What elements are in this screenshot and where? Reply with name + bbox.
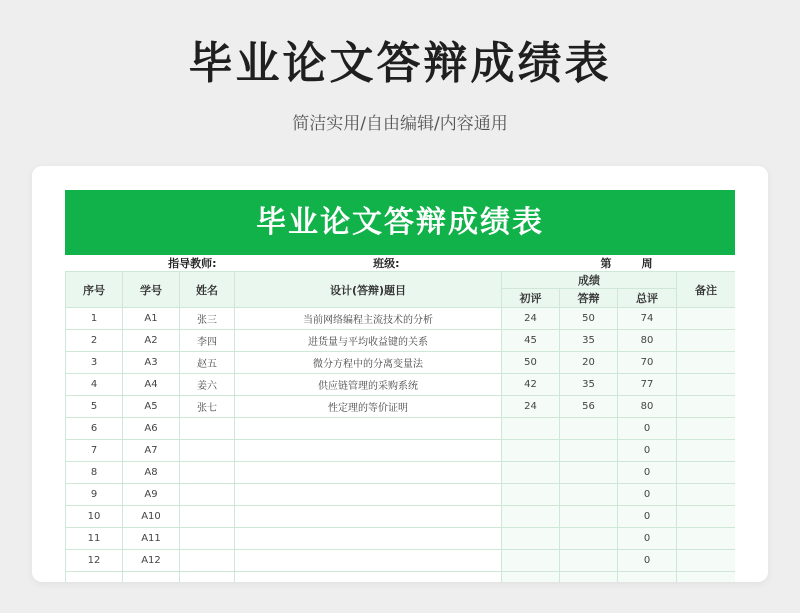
table-row [66, 418, 736, 440]
cell-topic[interactable] [235, 418, 502, 440]
page-title: 毕业论文答辩成绩表 [188, 38, 612, 89]
cell-name[interactable]: 张七 [180, 396, 235, 418]
header-initial: 初评 [502, 289, 560, 308]
cell-total[interactable]: 0 [618, 550, 677, 572]
cell-topic[interactable] [235, 440, 502, 462]
week-prefix: 第 [600, 257, 612, 270]
cell-name[interactable]: 赵五 [180, 352, 235, 374]
cell-index[interactable]: 2 [66, 330, 123, 352]
cell-initial[interactable]: 50 [502, 352, 560, 374]
cell-initial[interactable] [502, 484, 560, 506]
page-subtitle: 简洁实用/自由编辑/内容通用 [292, 114, 508, 134]
cell-defense[interactable]: 35 [560, 330, 618, 352]
cell-topic[interactable] [235, 528, 502, 550]
header-index: 序号 [66, 272, 123, 308]
cell-topic[interactable]: 进货量与平均收益键的关系 [235, 330, 502, 352]
cell-topic[interactable] [235, 506, 502, 528]
cell-defense[interactable] [560, 418, 618, 440]
cell-defense[interactable] [560, 484, 618, 506]
cell-remark[interactable] [677, 308, 735, 330]
cell-total[interactable]: 70 [618, 352, 677, 374]
spreadsheet [65, 190, 735, 582]
cell-topic[interactable]: 性定理的等价证明 [235, 396, 502, 418]
cell-total[interactable]: 0 [618, 418, 677, 440]
cell-initial[interactable]: 45 [502, 330, 560, 352]
cell-name[interactable] [180, 418, 235, 440]
cell-student-id[interactable]: A8 [123, 462, 180, 484]
table-row [66, 484, 736, 506]
cell-remark[interactable] [677, 330, 735, 352]
sheet-banner-title: 毕业论文答辩成绩表 [65, 190, 735, 255]
cell-remark[interactable] [677, 484, 735, 506]
cell-remark[interactable] [677, 572, 735, 583]
cell-index[interactable]: 11 [66, 528, 123, 550]
cell-total[interactable]: 0 [618, 462, 677, 484]
cell-student-id[interactable]: A6 [123, 418, 180, 440]
cell-topic[interactable]: 供应链管理的采购系统 [235, 374, 502, 396]
cell-defense[interactable]: 35 [560, 374, 618, 396]
cell-remark[interactable] [677, 528, 735, 550]
cell-topic[interactable] [235, 572, 502, 583]
cell-student-id[interactable]: A4 [123, 374, 180, 396]
cell-student-id[interactable]: A5 [123, 396, 180, 418]
cell-name[interactable] [180, 572, 235, 583]
class-label: 班级: [373, 257, 400, 270]
info-row [66, 255, 736, 272]
header-student-id: 学号 [123, 272, 180, 308]
score-table [65, 255, 735, 582]
table-row [66, 308, 736, 330]
cell-initial[interactable] [502, 550, 560, 572]
cell-initial[interactable] [502, 418, 560, 440]
cell-defense[interactable] [560, 528, 618, 550]
cell-remark[interactable] [677, 352, 735, 374]
cell-total[interactable]: 0 [618, 484, 677, 506]
cell-defense[interactable] [560, 506, 618, 528]
cell-student-id[interactable]: A11 [123, 528, 180, 550]
cell-index[interactable]: 10 [66, 506, 123, 528]
cell-topic[interactable] [235, 550, 502, 572]
cell-total[interactable]: 77 [618, 374, 677, 396]
cell-name[interactable] [180, 440, 235, 462]
cell-initial[interactable]: 24 [502, 396, 560, 418]
cell-remark[interactable] [677, 396, 735, 418]
cell-initial[interactable] [502, 506, 560, 528]
header-remark: 备注 [677, 272, 735, 308]
cell-initial[interactable]: 42 [502, 374, 560, 396]
cell-total[interactable]: 74 [618, 308, 677, 330]
cell-topic[interactable] [235, 462, 502, 484]
table-row [66, 374, 736, 396]
preview-card [32, 166, 768, 582]
advisor-label: 指导教师: [168, 257, 217, 270]
cell-total[interactable]: 0 [618, 506, 677, 528]
cell-topic[interactable]: 当前网络编程主流技术的分析 [235, 308, 502, 330]
cell-topic[interactable] [235, 484, 502, 506]
cell-total[interactable]: 0 [618, 440, 677, 462]
table-row [66, 462, 736, 484]
cell-defense[interactable] [560, 440, 618, 462]
table-row [66, 528, 736, 550]
cell-initial[interactable] [502, 462, 560, 484]
header-topic: 设计(答辩)题目 [235, 272, 502, 308]
cell-name[interactable]: 李四 [180, 330, 235, 352]
cell-defense[interactable] [560, 572, 618, 583]
cell-student-id[interactable]: A10 [123, 506, 180, 528]
cell-student-id[interactable]: A9 [123, 484, 180, 506]
cell-remark[interactable] [677, 418, 735, 440]
cell-student-id[interactable]: A3 [123, 352, 180, 374]
cell-name[interactable] [180, 484, 235, 506]
cell-index[interactable]: 5 [66, 396, 123, 418]
cell-total[interactable]: 0 [618, 528, 677, 550]
table-row [66, 396, 736, 418]
header-score-group: 成绩 [502, 272, 677, 289]
cell-index[interactable]: 7 [66, 440, 123, 462]
cell-defense[interactable]: 50 [560, 308, 618, 330]
cell-initial[interactable] [502, 440, 560, 462]
cell-index[interactable]: 9 [66, 484, 123, 506]
header-defense: 答辩 [560, 289, 618, 308]
cell-student-id[interactable] [123, 572, 180, 583]
cell-total[interactable]: 80 [618, 396, 677, 418]
cell-defense[interactable] [560, 462, 618, 484]
cell-index[interactable]: 4 [66, 374, 123, 396]
info-empty [677, 255, 735, 272]
cell-index[interactable] [66, 572, 123, 583]
cell-initial[interactable] [502, 572, 560, 583]
cell-remark[interactable] [677, 374, 735, 396]
cell-name[interactable] [180, 550, 235, 572]
cell-index[interactable]: 6 [66, 418, 123, 440]
table-row [66, 550, 736, 572]
cell-initial[interactable] [502, 528, 560, 550]
header-total: 总评 [618, 289, 677, 308]
cell-name[interactable]: 姜六 [180, 374, 235, 396]
cell-index[interactable]: 8 [66, 462, 123, 484]
cell-name[interactable] [180, 506, 235, 528]
cell-index[interactable]: 1 [66, 308, 123, 330]
cell-initial[interactable]: 24 [502, 308, 560, 330]
cell-name[interactable]: 张三 [180, 308, 235, 330]
cell-name[interactable] [180, 528, 235, 550]
cell-index[interactable]: 3 [66, 352, 123, 374]
cell-total[interactable]: 80 [618, 330, 677, 352]
table-row [66, 572, 736, 583]
cell-defense[interactable]: 20 [560, 352, 618, 374]
cell-name[interactable] [180, 462, 235, 484]
cell-student-id[interactable]: A2 [123, 330, 180, 352]
cell-student-id[interactable]: A7 [123, 440, 180, 462]
cell-student-id[interactable]: A1 [123, 308, 180, 330]
cell-remark[interactable] [677, 440, 735, 462]
table-row [66, 440, 736, 462]
cell-index[interactable]: 12 [66, 550, 123, 572]
table-row [66, 330, 736, 352]
header-name: 姓名 [180, 272, 235, 308]
cell-student-id[interactable]: A12 [123, 550, 180, 572]
cell-defense[interactable] [560, 550, 618, 572]
week-suffix: 周 [641, 257, 653, 270]
cell-remark[interactable] [677, 550, 735, 572]
table-row [66, 352, 736, 374]
table-row [66, 506, 736, 528]
cell-remark[interactable] [677, 506, 735, 528]
cell-topic[interactable]: 微分方程中的分离变量法 [235, 352, 502, 374]
header-row [66, 272, 736, 289]
cell-remark[interactable] [677, 462, 735, 484]
cell-defense[interactable]: 56 [560, 396, 618, 418]
cell-total[interactable] [618, 572, 677, 583]
